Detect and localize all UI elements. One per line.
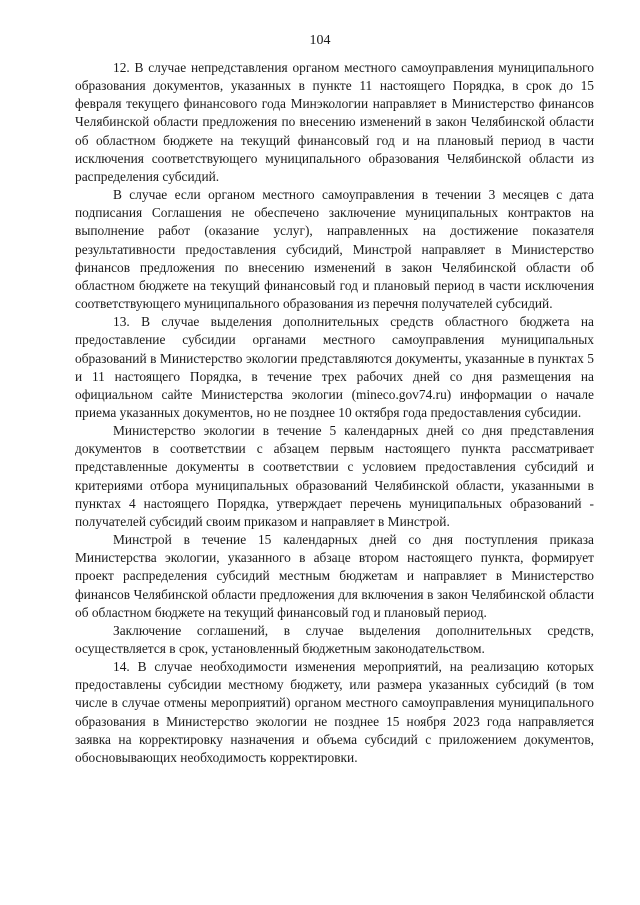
document-body xyxy=(75,59,594,767)
paragraph-12-subsidy-exclusion: 12. В случае непредставления органом местного самоуправления муниципального образования документов, указанных в пункте 11 настоящего Порядка, в срок до 15 февраля текущего финансового года Минэкологии направляет в Министерство финансов Челябинской области предложения по внесению изменений в закон Челябинской области об областном бюджете на текущий финансовый год и на плановый период в части исключения соответствующего муниципального образования Челябинской области из распределения субсидий. xyxy=(75,60,594,184)
paragraph-contracts-not-concluded: В случае если органом местного самоуправления в течении 3 месяцев с дата подписания Соглашения не обеспечено заключение муниципальных контрактов на выполнение работ (оказание услуг), направленных на достижение показателя результативности предоставления субсидий, Минстрой направляет в Министерство финансов предложения по внесению изменений в закон Челябинской области об областном бюджете на текущий финансовый год и плановый период в части исключения соответствующего муниципального образования из перечня получателей субсидий. xyxy=(75,187,594,312)
paragraph-agreements: Заключение соглашений, в случае выделения дополнительных средств, осуществляется в срок, установленный бюджетным законодательством. xyxy=(75,622,594,656)
paragraph-13-additional-funds: 13. В случае выделения дополнительных средств областного бюджета на предоставление субсидии органами местного самоуправления муниципальных образований в Министерство экологии представляются документы, указанные в пунктах 5 и 11 настоящего Порядка, в течение трех рабочих дней со дня размещения на официальном сайте Министерства экологии (mineco.gov74.ru) информации о начале приема указанных документов, но не позднее 10 октября года предоставления субсидии. xyxy=(75,314,594,420)
paragraph-ministry-review: Министерство экологии в течение 5 календарных дней со дня представления документов в соответствии с абзацем первым настоящего пункта рассматривает представленные документы в соответствии с условием предоставления субсидий и критериями отбора муниципальных образований Челябинской области, указанными в пунктах 4 настоящего Порядка, утверждает перечень муниципальных образований - получателей субсидий своим приказом и направляет в Минстрой. xyxy=(75,423,594,529)
paragraph-minstroy-distribution: Минстрой в течение 15 календарных дней со дня поступления приказа Министерства экологии, указанного в абзаце втором настоящего пункта, формирует проект распределения субсидий местным бюджетам и направляет в Министерство финансов Челябинской области предложения для включения в закон Челябинской области об областном бюджете на текущий финансовый год и плановый период. xyxy=(75,532,594,620)
page-number: 104 xyxy=(309,33,331,48)
paragraph-14-adjustment-request: 14. В случае необходимости изменения мероприятий, на реализацию которых предоставлены субсидии местному бюджету, или размера указанных субсидий (в том числе в случае отмены мероприятий) органом местного самоуправления муниципального образования в Министерство экологии не позднее 15 ноября 2023 года направляется заявка на корректировку назначения и объема субсидий с приложением документов, обосновывающих необходимость корректировки. xyxy=(75,659,594,765)
